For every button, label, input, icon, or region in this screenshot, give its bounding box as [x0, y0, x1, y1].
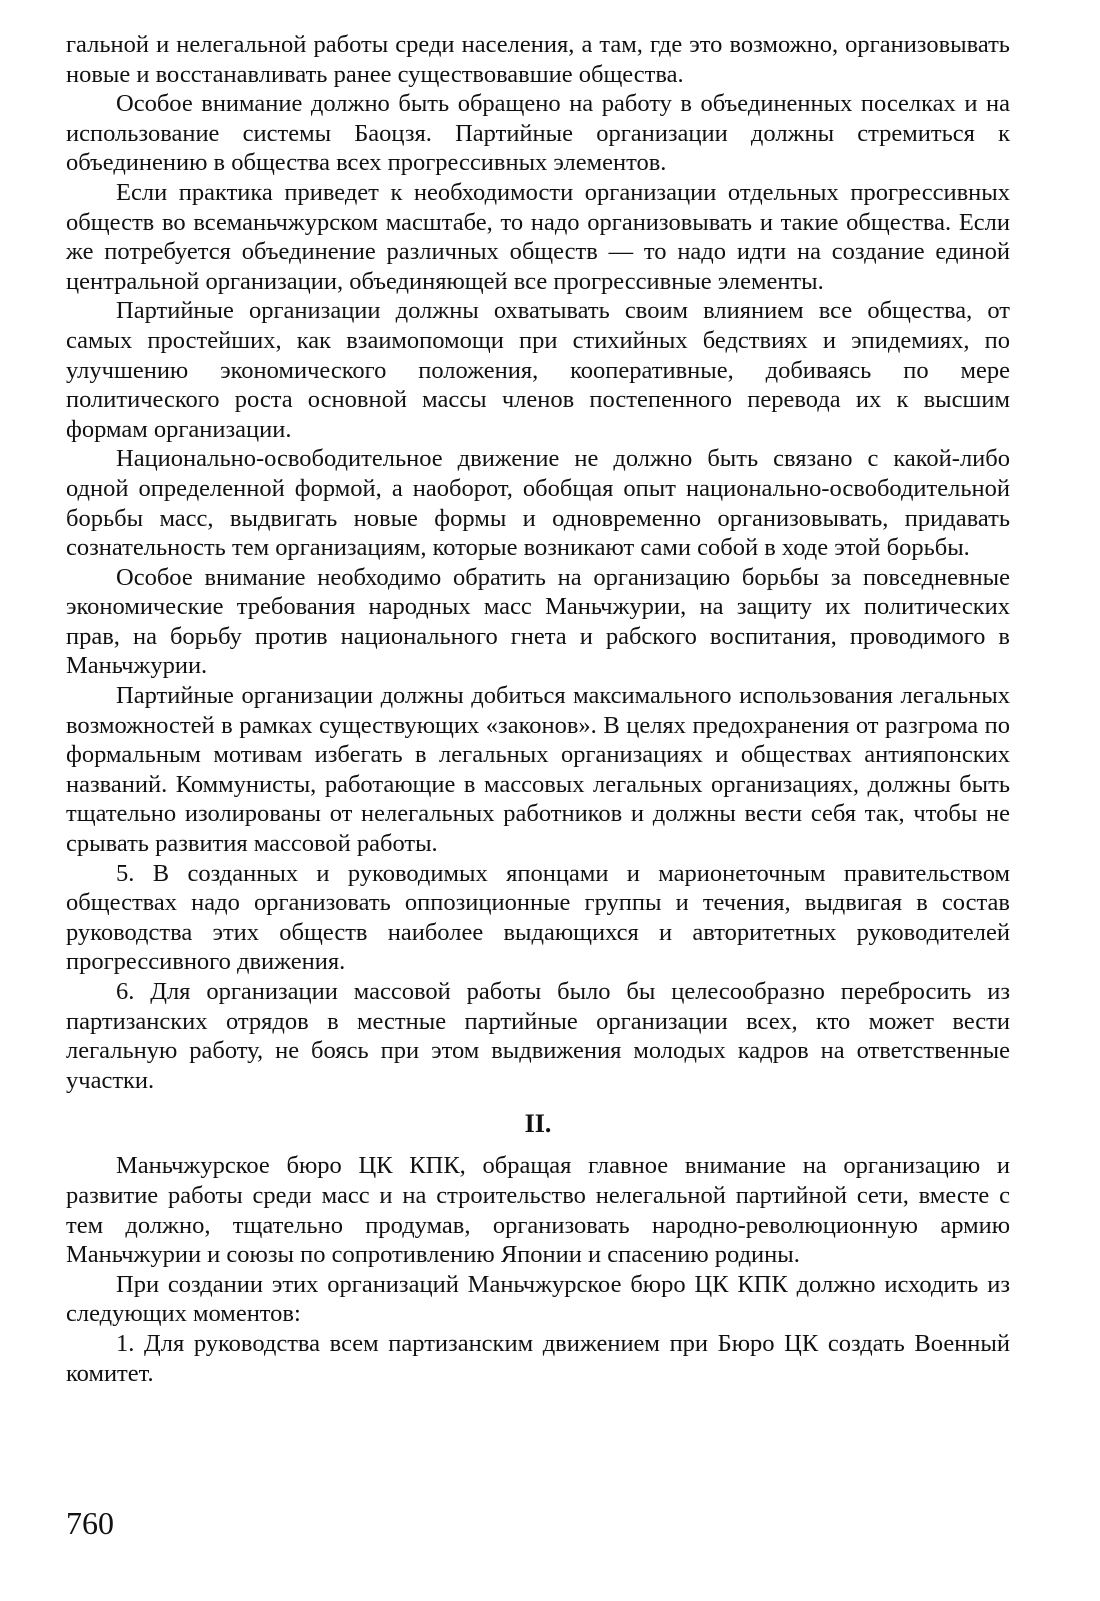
paragraph: Партийные организации должны добиться максимального использования легальных возможностей в рамках существующих «законов». В целях предохранения от разгрома по формальным мотивам избегать в легальных организациях и обществах антияпонских названий. Коммунисты, работающие в массовых легальных организациях, должны быть тщательно изолированы от нелегальных работников и должны вести себя так, чтобы не срывать развития массовой работы. [66, 682, 1010, 858]
paragraph-item-5: 5. В созданных и руководимых японцами и марионеточным правительством обществах надо организовать оппозиционные группы и течения, выдвигая в состав руководства этих обществ наиболее выдающихся и авторитетных руководителей прогрессивного движения. [66, 859, 1010, 976]
paragraph: Партийные организации должны охватывать своим влиянием все общества, от самых простейших, как взаимопомощи при стихийных бедствиях и эпидемиях, по улучшению экономического положения, кооперативные, добиваясь по мере политического роста основной массы членов постепенного перевода их к высшим формам организации. [66, 297, 1010, 443]
paragraph: Особое внимание должно быть обращено на работу в объединенных поселках и на использование системы Баоцзя. Партийные организации должны стремиться к объединению в общества всех прогрессивных элементов. [66, 90, 1010, 177]
paragraph: Если практика приведет к необходимости организации отдельных прогрессивных обществ во всеманьчжурском масштабе, то надо организовывать и такие общества. Если же потребуется объединение различных обществ — то надо идти на создание единой центральной организации, объединяющей все прогрессивные элементы. [66, 178, 1010, 295]
paragraph-item-1: 1. Для руководства всем партизанским движением при Бюро ЦК создать Военный комитет. [66, 1329, 1010, 1387]
page-number: 760 [66, 1505, 114, 1541]
paragraph: Национально-освободительное движение не должно быть связано с какой-либо одной определенной формой, а наоборот, обобщая опыт национально-освободительной борьбы масс, выдвигать новые формы и одновременно организовывать, придавать сознательность тем организациям, которые возникают сами собой в ходе этой борьбы. [66, 445, 1010, 562]
paragraph-continuation: гальной и нелегальной работы среди населения, а там, где это возможно, организовывать новые и восстанавливать ранее существовавшие общества. [66, 31, 1010, 88]
paragraph-item-6: 6. Для организации массовой работы было бы целесообразно перебросить из партизанских отрядов в местные партийные организации всех, кто может вести легальную работу, не боясь при этом выдвижения молодых кадров на ответственные участки. [66, 978, 1010, 1094]
paragraph: Маньчжурское бюро ЦК КПК, обращая главное внимание на организацию и развитие работы среди масс и на строительство нелегальной партийной сети, вместе с тем должно, тщательно продумав, организовать народно-революционную армию Маньчжурии и союзы по сопротивлению Японии и спасению родины. [66, 1152, 1010, 1269]
paragraph: Особое внимание необходимо обратить на организацию борьбы за повседневные экономические требования народных масс Маньчжурии, на защиту их политических прав, на борьбу против национального гнета и рабского воспитания, проводимого в Маньчжурии. [66, 563, 1010, 680]
paragraph: При создании этих организаций Маньчжурское бюро ЦК КПК должно исходить из следующих моментов: [66, 1270, 1010, 1328]
document-page [66, 30, 1010, 1388]
section-heading: II. [524, 1109, 552, 1139]
